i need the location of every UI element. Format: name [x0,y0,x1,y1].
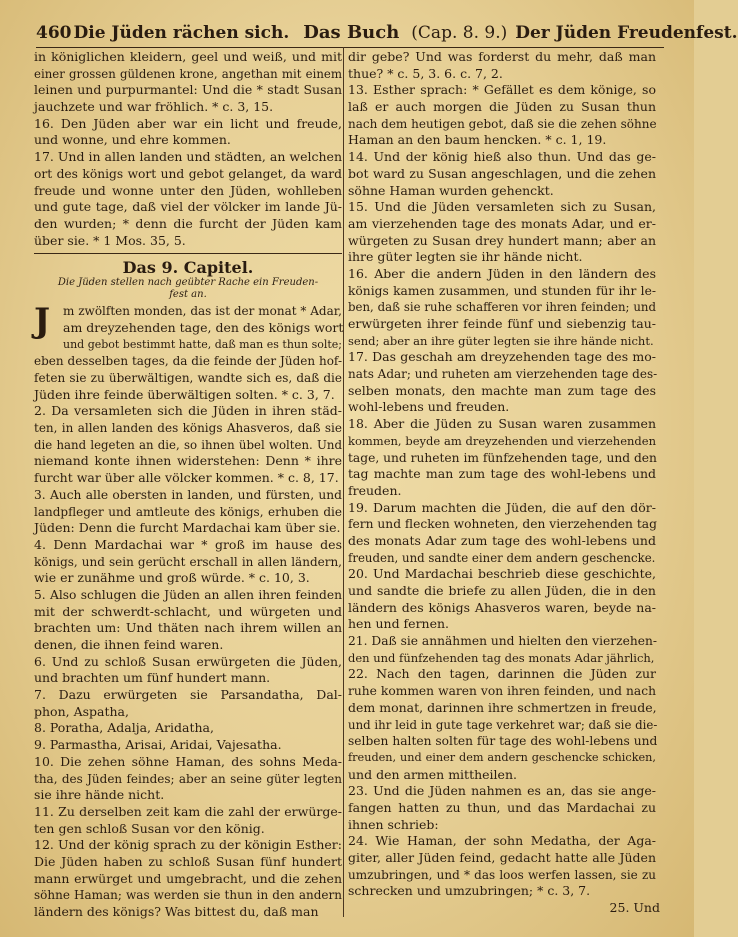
text-line: fern und flecken wohneten, den vierzehenden tag [348,517,657,532]
book-label: Das Buch [303,22,400,43]
text-line: und gebot bestimmt hatte, daß man es thun solte; [63,337,342,351]
text-line: ihre güter legten sie ihr hände nicht. [348,249,583,265]
text-line: ruhe kommen waren von ihren feinden, und nach [348,684,656,699]
text-line: 7. Dazu erwürgeten sie Parsandatha, Dal- [34,687,342,703]
text-line: 3. Auch alle obersten in landen, und fürsten, und [34,487,342,502]
text-line: 24. Wie Haman, der sohn Medatha, der Aga- [348,833,656,849]
text-line: königs, und sein gerücht erschall in allen ländern, [34,554,342,569]
text-line: ten gen schloß Susan vor den könig. [34,820,265,836]
text-line: denen, die ihnen feind waren. [34,637,224,652]
text-line: freuden. [348,482,402,498]
text-line: brachten um: Und thäten nach ihrem willen an [34,620,342,636]
text-line: königs kamen zusammen, und stunden für ihr le- [348,283,656,298]
text-line: den und fünfzehenden tag des monats Adar jährlich, [348,650,655,665]
text-line: phon, Aspatha, [34,703,129,719]
text-line: send; aber an ihre güter legten sie ihre hände nicht. [348,333,654,348]
text-line: schrecken und umzubringen; * c. 3, 7. [348,883,591,899]
text-line: laß er auch morgen die Jüden zu Susan thun [348,99,656,115]
text-line: freude und wonne unter den Jüden, wohlleben [34,182,342,198]
text-line: Haman an den baum hencken. * c. 1, 19. [348,132,607,148]
text-line: eben desselben tages, da die feinde der Jüden hof- [34,354,342,369]
text-line: jauchzete und war fröhlich. * c. 3, 15. [34,99,274,115]
text-line: 15. Und die Jüden versamleten sich zu Susan, [348,199,656,215]
text-line: ländern des königs Ahasveros waren, beyde na- [348,599,656,615]
first-paragraph [34,303,342,353]
text-line: 11. Zu derselben zeit kam die zahl der erwürge- [34,803,342,819]
text-line: dir gebe? Und was forderst du mehr, daß man [348,49,656,64]
text-line: tag machte man zum tage des wohl-lebens und [348,466,656,482]
text-line: ihnen schrieb: [348,816,439,832]
text-line: 5. Also schlugen die Jüden an allen ihren feinden [34,587,342,602]
text-line: und brachten um fünf hundert mann. [34,670,271,686]
text-line: den wurden; * denn die furcht der Jüden kam [34,215,342,231]
text-line: thue? * c. 5, 3. 6. c. 7, 2. [348,65,503,81]
text-line: 23. Und die Jüden nahmen es an, das sie ange- [348,783,656,799]
text-line: 12. Und der könig sprach zu der königin Esther: [34,837,342,853]
text-line: ten, in allen landen des königs Ahasveros, daß sie [34,421,342,436]
text-line: mit der schwerdt-schlacht, und würgeten und [34,603,342,619]
catchword: 25. Und [609,900,660,915]
text-line: und gute tage, daß viel der völcker im lande Jü- [34,199,342,215]
text-line: wie er zunähme und groß würde. * c. 10, 3. [34,570,310,586]
text-line: 14. Und der könig hieß also thun. Und das ge- [348,149,656,165]
text-line: Jüden: Denn die furcht Mardachai kam über sie. [34,520,341,536]
running-title: Die Jüden rächen sich. [73,23,290,43]
text-line: fangen hatten zu thun, und das Mardachai zu [348,799,656,815]
text-line: Jüden ihre feinde überwältigen solten. * c. 3, 7. [34,386,335,402]
text-line: furcht war über alle völcker kommen. * c. 8, 17. [34,470,339,486]
text-line: ländern des königs? Was bittest du, daß man [34,904,319,919]
text-line: selben monats, den machte man zum tage des [348,382,656,398]
text-line: wohl-lebens und freuden. [348,399,510,415]
text-line: freuden, und sandte einer dem andern geschencke. [348,550,656,565]
text-line: 17. Das geschah am dreyzehenden tage des mo- [348,349,656,365]
text-line: giter, aller Jüden feind, gedacht hatte alle Jüden [348,850,656,865]
text-line: und sandte die briefe zu allen Jüden, die in den [348,583,656,598]
text-line: nach dem heutigen gebot, daß sie die zehen söhne [348,116,657,131]
text-line: und den armen mittheilen. [348,766,517,782]
text-line: ben, daß sie ruhe schafferen vor ihren feinden; und [348,300,656,315]
text-line: freuden, und einer dem andern geschencke schicken, [348,750,656,764]
text-line: tage, und ruheten im fünfzehenden tage, und den [348,450,657,465]
text-line: nats Adar; und ruheten am vierzehenden tage des- [348,367,658,382]
chapter-reference: (Cap. 8. 9.) [411,23,508,43]
text-line: und ihr leid in gute tage verkehret war; daß sie die- [348,717,658,732]
text-line: 18. Aber die Jüden zu Susan waren zusammen [348,416,656,432]
header-rule [36,47,664,48]
text-line: söhne Haman wurden gehenckt. [348,182,554,198]
text-line: leinen und purpurmantel: Und die * stadt Susan [34,82,342,98]
page-header [36,22,738,48]
text-line: hen und fernen. [348,616,450,632]
chapter-rule [34,253,342,254]
text-line: 9. Parmastha, Arisai, Aridai, Vajesatha. [34,737,282,753]
text-line: erwürgeten ihrer feinde fünf und siebenzig tau- [348,316,656,331]
text-line: in königlichen kleidern, geel und weiß, und mit [34,49,342,64]
text-line: tha, des Jüden feindes; aber an seine güter legten [34,771,342,786]
text-line: söhne Haman; was werden sie thun in den andern [34,888,342,903]
text-line: landpfleger und amtleute des königs, erhuben die [34,504,342,519]
text-line: des monats Adar zum tage des wohl-lebens und [348,532,656,548]
text-line: ort des königs wort und gebot gelanget, da ward [34,166,342,181]
text-line: 20. Und Mardachai beschrieb diese geschichte, [348,566,656,582]
text-line: und wonne, und ehre kommen. [34,132,231,148]
text-line: feten sie zu überwältigen, wandte sich es, daß die [34,371,342,385]
text-line: 2. Da versamleten sich die Jüden in ihren städ- [34,403,342,419]
text-line: sie ihre hände nicht. [34,787,165,803]
text-line: am vierzehenden tage des monats Adar, und er- [348,215,656,231]
text-line: die hand legeten an die, so ihnen übel wolten. Und [34,437,342,452]
right-running-title: Der Jüden Freudenfest. [515,23,738,43]
text-line: 13. Esther sprach: * Gefället es dem könige, so [348,82,656,98]
text-line: dem monat, darinnen ihre schmertzen in freude, [348,699,657,715]
text-line: kommen, beyde am dreyzehenden und vierzehenden [348,433,656,448]
chapter-title: Das 9. Capitel. [122,258,254,278]
text-line: über sie. * 1 Mos. 35, 5. [34,232,186,248]
text-line: niemand konte ihnen widerstehen: Denn * ihre [34,453,342,469]
right-column [348,49,656,919]
text-line: 19. Darum machten die Jüden, die auf den dör- [348,499,656,515]
page-number: 460 [36,23,72,43]
text-line: einer grossen güldenen krone, angethan mit einem [34,66,342,81]
text-line: selben halten solten für tage des wohl-lebens und [348,734,658,749]
text-line: 16. Den Jüden aber war ein licht und freude, [34,115,342,131]
text-line: 6. Und zu schloß Susan erwürgeten die Jüden, [34,653,342,669]
text-line: 22. Nach den tagen, darinnen die Jüden zur [348,666,656,682]
column-divider [343,47,344,917]
text-line: 21. Daß sie annähmen und hielten den vierzehen- [348,634,657,649]
chapter-summary: Die Jüden stellen nach geübter Rache ein Freuden- [57,277,319,289]
drop-cap: J [34,301,51,342]
text-line: am dreyzehenden tage, den des königs wort [63,319,344,335]
text-line: umzubringen, und * das loos werfen lassen, sie zu [348,867,656,882]
text-line: m zwölften monden, das ist der monat * Adar, [63,304,342,319]
text-line: 10. Die zehen söhne Haman, des sohns Meda- [34,753,342,769]
text-line: bot ward zu Susan angeschlagen, und die zehen [348,165,656,181]
text-line: würgeten zu Susan drey hundert mann; aber an [348,232,656,248]
text-line: 8. Poratha, Adalja, Aridatha, [34,720,214,736]
left-column [34,49,342,919]
text-line: Die Jüden haben zu schloß Susan fünf hundert [34,853,342,869]
text-line: mann erwürget und umgebracht, und die zehen [34,870,342,886]
chapter-summary: fest an. [169,289,207,301]
text-line: 16. Aber die andern Jüden in den ländern des [348,265,656,281]
text-line: 4. Denn Mardachai war * groß im hause des [34,536,342,552]
text-line: 17. Und in allen landen und städten, an welchen [34,149,342,165]
